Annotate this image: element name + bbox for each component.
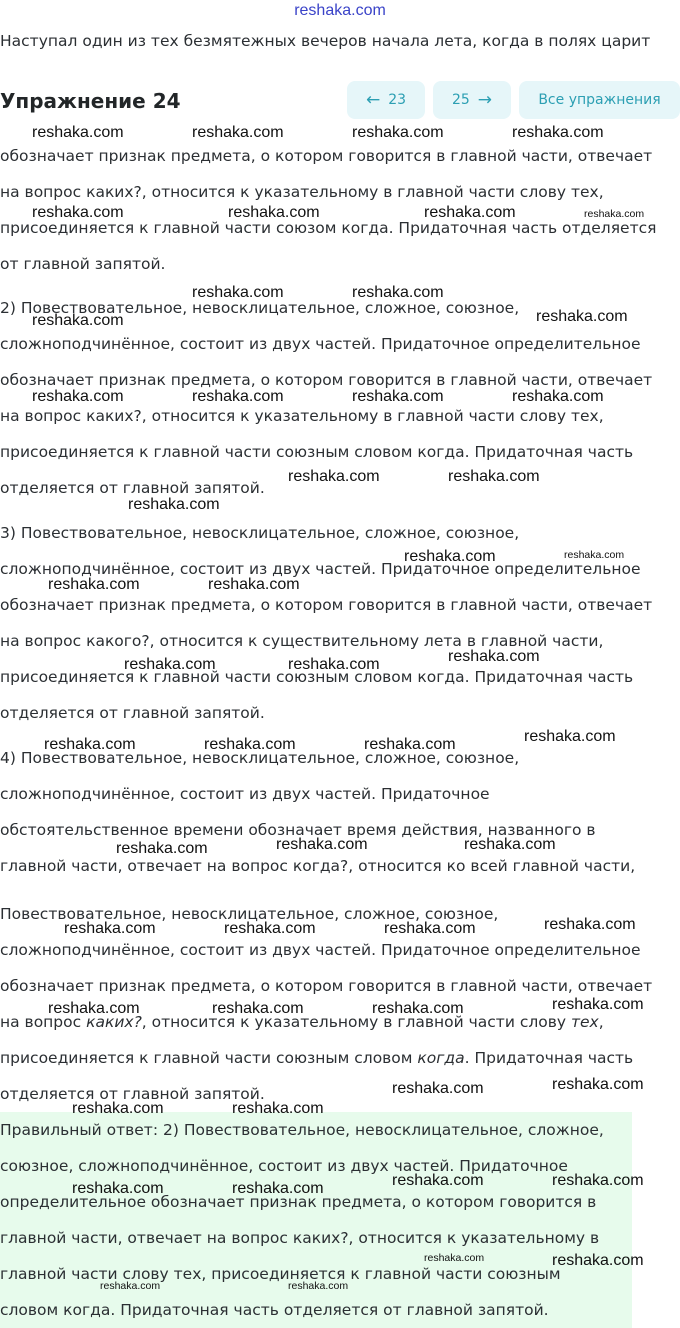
site-logo-text[interactable]: reshaka.com: [294, 2, 386, 19]
text-fragment: ,: [598, 1013, 604, 1031]
text-line: отделяется от главной запятой.: [0, 1085, 265, 1103]
all-exercises-label: Все упражнения: [538, 92, 661, 108]
text-line: главной части, отвечает на вопрос когда?, относится ко всей главной части,: [0, 857, 636, 875]
text-line: присоединяется к главной части союзом когда. Придаточная часть отделяется: [0, 219, 657, 237]
watermark: reshaka.com: [352, 388, 444, 405]
text-line: обозначает признак предмета, о котором говорится в главной части, отвечает: [0, 977, 653, 995]
text-line: главной части, отвечает на вопрос каких?, относится к указательному в: [0, 1229, 600, 1247]
text-line: на вопрос какого?, относится к существительному лета в главной части,: [0, 632, 604, 650]
watermark: reshaka.com: [552, 1076, 644, 1093]
watermark: reshaka.com: [228, 204, 320, 221]
watermark: reshaka.com: [212, 1000, 304, 1017]
watermark: reshaka.com: [48, 1000, 140, 1017]
watermark: reshaka.com: [116, 840, 208, 857]
watermark: reshaka.com: [288, 468, 380, 485]
watermark: reshaka.com: [424, 204, 516, 221]
watermark: reshaka.com: [276, 836, 368, 853]
text-line: сложноподчинённое, состоит из двух частей. Придаточное определительное: [0, 560, 641, 578]
watermark: reshaka.com: [524, 728, 616, 745]
watermark: reshaka.com: [424, 1252, 485, 1264]
watermark: reshaka.com: [364, 736, 456, 753]
emphasis-word: тех: [570, 1013, 599, 1031]
watermark: reshaka.com: [392, 1080, 484, 1097]
text-line: Правильный ответ: 2) Повествовательное, невосклицательное, сложное,: [0, 1121, 604, 1139]
text-line: обозначает признак предмета, о котором говорится в главной части, отвечает: [0, 147, 653, 165]
text-line: словом когда. Придаточная часть отделяется от главной запятой.: [0, 1301, 549, 1319]
watermark: reshaka.com: [372, 1000, 464, 1017]
watermark: reshaka.com: [232, 1180, 324, 1197]
option-4: [0, 740, 680, 884]
watermark: reshaka.com: [72, 1100, 164, 1117]
text-fragment: . Придаточная часть: [464, 1049, 634, 1067]
emphasis-word: каких?: [86, 1013, 142, 1031]
prev-exercise-button[interactable]: [347, 81, 425, 119]
text-line: 2) Повествовательное, невосклицательное, сложное, союзное,: [0, 299, 520, 317]
watermark: reshaka.com: [208, 576, 300, 593]
text-line: отделяется от главной запятой.: [0, 704, 265, 722]
text-line: 4) Повествовательное, невосклицательное, сложное, союзное,: [0, 749, 520, 767]
arrow-right-icon: →: [477, 89, 493, 110]
watermark: reshaka.com: [204, 736, 296, 753]
watermark: reshaka.com: [448, 648, 540, 665]
watermark: reshaka.com: [392, 1172, 484, 1189]
watermark: reshaka.com: [584, 208, 645, 220]
watermark: reshaka.com: [564, 549, 625, 561]
watermark: reshaka.com: [224, 920, 316, 937]
watermark: reshaka.com: [192, 388, 284, 405]
emphasis-word: когда: [417, 1049, 465, 1067]
watermark: reshaka.com: [124, 656, 216, 673]
text-fragment: , относится к указательному в главной части слову: [141, 1013, 571, 1031]
text-line: от главной запятой.: [0, 255, 166, 273]
watermark: reshaka.com: [32, 204, 124, 221]
watermark: reshaka.com: [448, 468, 540, 485]
watermark: reshaka.com: [288, 656, 380, 673]
next-exercise-label: 25: [451, 92, 470, 108]
watermark: reshaka.com: [192, 284, 284, 301]
text-line: союзное, сложноподчинённое, состоит из двух частей. Придаточное: [0, 1157, 568, 1175]
prev-exercise-label: 23: [388, 92, 407, 108]
text-line: присоединяется к главной части союзным словом когда. Придаточная часть: [0, 668, 634, 686]
all-exercises-button[interactable]: [519, 81, 680, 119]
text-line: сложноподчинённое, состоит из двух частей. Придаточное определительное: [0, 335, 641, 353]
watermark: reshaka.com: [288, 1280, 349, 1292]
text-fragment: присоединяется к главной части союзным словом: [0, 1049, 418, 1067]
option-3: [0, 515, 680, 731]
watermark: reshaka.com: [544, 916, 636, 933]
text-line: обстоятельственное времени обозначает время действия, названного в: [0, 821, 596, 839]
text-line: обозначает признак предмета, о котором говорится в главной части, отвечает: [0, 596, 653, 614]
text-line: сложноподчинённое, состоит из двух частей. Придаточное определительное: [0, 941, 641, 959]
watermark: reshaka.com: [232, 1100, 324, 1117]
watermark: reshaka.com: [384, 920, 476, 937]
watermark: reshaka.com: [536, 308, 628, 325]
watermark: reshaka.com: [128, 496, 220, 513]
watermark: reshaka.com: [404, 548, 496, 565]
exercise-header: [0, 80, 680, 122]
watermark: reshaka.com: [72, 1180, 164, 1197]
watermark: reshaka.com: [352, 284, 444, 301]
text-line: главной части слову тех, присоединяется к главной части союзным: [0, 1265, 561, 1283]
text-fragment: на вопрос: [0, 1013, 87, 1031]
watermark: reshaka.com: [32, 388, 124, 405]
correct-answer-box: [0, 1112, 632, 1328]
watermark: reshaka.com: [44, 736, 136, 753]
watermark: reshaka.com: [64, 920, 156, 937]
intro-text: Наступал один из тех безмятежных вечеров начала лета, когда в полях царит: [0, 32, 651, 50]
text-line: [0, 1040, 680, 1076]
text-line: определительное обозначает признак предмета, о котором говорится в: [0, 1193, 597, 1211]
watermark: reshaka.com: [552, 1252, 644, 1269]
text-line: присоединяется к главной части союзным словом когда. Придаточная часть: [0, 443, 634, 461]
watermark: reshaka.com: [192, 124, 284, 141]
watermark: reshaka.com: [100, 1280, 161, 1292]
text-line: обозначает признак предмета, о котором говорится в главной части, отвечает: [0, 371, 653, 389]
watermark: reshaka.com: [352, 124, 444, 141]
watermark: reshaka.com: [512, 388, 604, 405]
text-line: отделяется от главной запятой.: [0, 479, 265, 497]
text-line: 3) Повествовательное, невосклицательное, сложное, союзное,: [0, 524, 520, 542]
next-exercise-button[interactable]: [433, 81, 511, 119]
exercise-title: Упражнение 24: [0, 89, 181, 113]
watermark: reshaka.com: [48, 576, 140, 593]
text-line: на вопрос каких?, относится к указательному в главной части слову тех,: [0, 407, 604, 425]
watermark: reshaka.com: [552, 996, 644, 1013]
watermark: reshaka.com: [32, 312, 124, 329]
text-line: сложноподчинённое, состоит из двух частей. Придаточное: [0, 785, 490, 803]
text-line: Повествовательное, невосклицательное, сложное, союзное,: [0, 905, 499, 923]
correct-answer-text: [0, 1112, 680, 1328]
watermark: reshaka.com: [32, 124, 124, 141]
arrow-left-icon: ←: [365, 89, 381, 110]
text-line: на вопрос каких?, относится к указательному в главной части слову тех,: [0, 183, 604, 201]
watermark: reshaka.com: [552, 1172, 644, 1189]
watermark: reshaka.com: [512, 124, 604, 141]
watermark: reshaka.com: [464, 836, 556, 853]
